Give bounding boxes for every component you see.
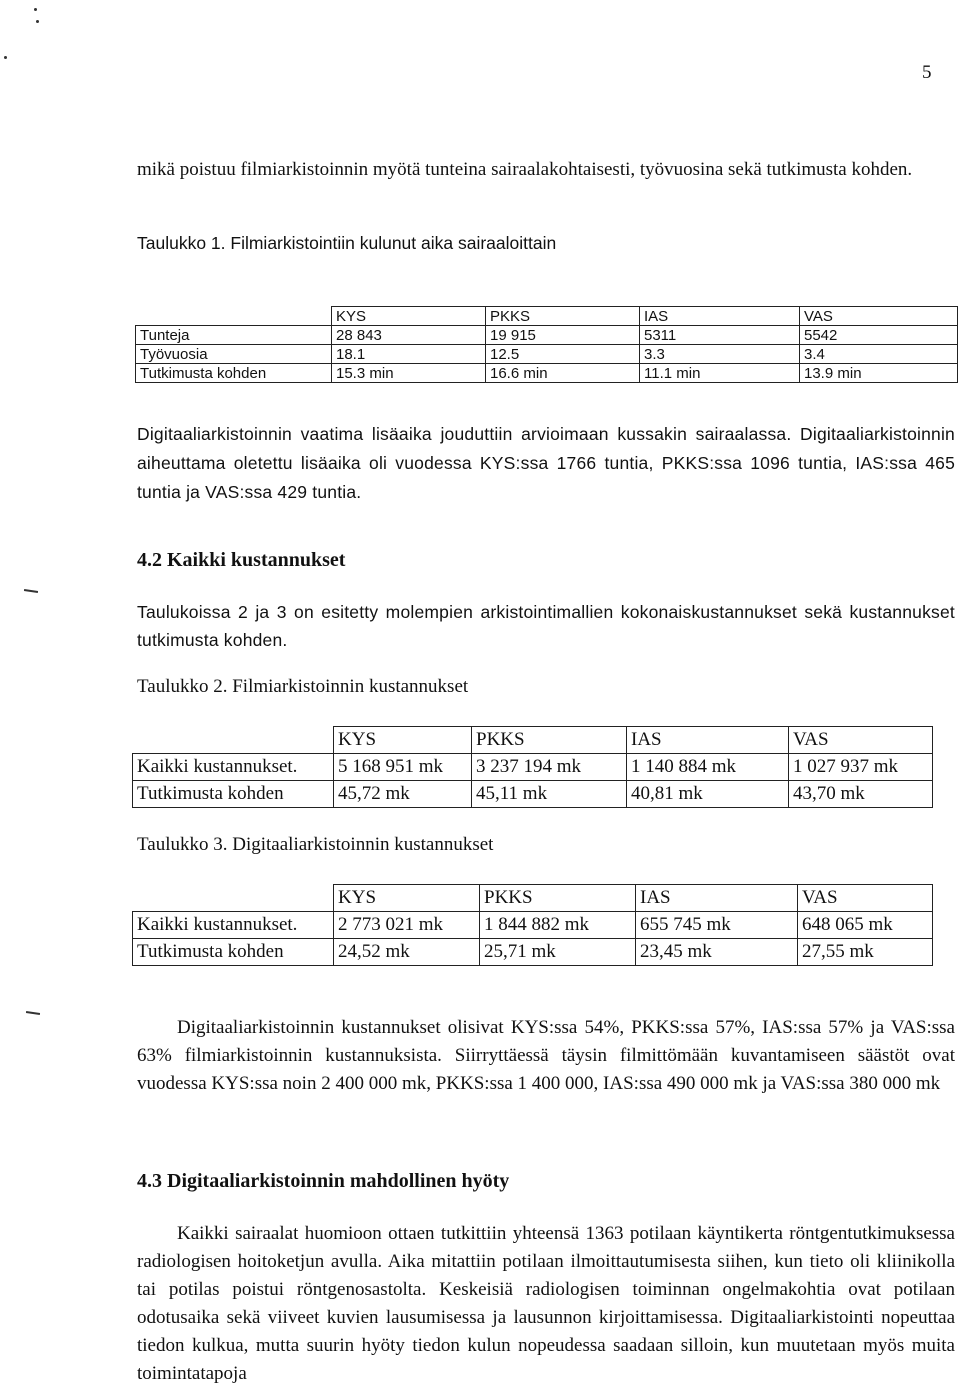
table-row bbox=[136, 364, 958, 383]
table2-cell: 1 140 884 mk bbox=[627, 754, 789, 781]
table2-header-cell bbox=[133, 727, 334, 754]
table1-row-label: Tunteja bbox=[136, 326, 332, 345]
section-4-2-paragraph: Taulukoissa 2 ja 3 on esitetty molempien arkistointimallien kokonaiskustannukset sekä kustannukset tutkimusta kohden. bbox=[137, 602, 955, 650]
section-heading-4-3: 4.3 Digitaaliarkistoinnin mahdollinen hyöty bbox=[137, 1170, 510, 1192]
table1-header-cell bbox=[136, 307, 332, 326]
table1-row-label: Tutkimusta kohden bbox=[136, 364, 332, 383]
table2-caption: Taulukko 2. Filmiarkistoinnin kustannukset bbox=[137, 676, 469, 697]
table2-cell: 40,81 mk bbox=[627, 781, 789, 808]
table2 bbox=[132, 726, 933, 808]
table2-header-cell: PKKS bbox=[472, 727, 627, 754]
table1-cell: 15.3 min bbox=[332, 364, 486, 383]
table3-row-label: Tutkimusta kohden bbox=[133, 939, 334, 966]
scan-mark bbox=[34, 8, 37, 11]
table1-cell: 19 915 bbox=[486, 326, 640, 345]
table3-header-cell bbox=[133, 885, 334, 912]
table3-cell: 25,71 mk bbox=[480, 939, 636, 966]
table3-cell: 24,52 mk bbox=[334, 939, 480, 966]
scan-mark bbox=[24, 589, 38, 593]
scan-mark bbox=[4, 56, 7, 59]
table1-cell: 28 843 bbox=[332, 326, 486, 345]
table-row bbox=[136, 345, 958, 364]
table3-header-cell: IAS bbox=[636, 885, 798, 912]
table3-cell: 23,45 mk bbox=[636, 939, 798, 966]
table3-cell: 27,55 mk bbox=[798, 939, 933, 966]
intro-paragraph: mikä poistuu filmiarkistoinnin myötä tunteina sairaalakohtaisesti, työvuosina sekä tutkimusta kohden. bbox=[137, 159, 913, 180]
scan-mark bbox=[36, 20, 39, 23]
table2-header-cell: KYS bbox=[334, 727, 472, 754]
table2-header-cell: IAS bbox=[627, 727, 789, 754]
table1-header-row bbox=[136, 307, 958, 326]
scan-mark bbox=[26, 1011, 40, 1015]
digital-archive-extra-time-paragraph: Digitaaliarkistoinnin vaatima lisäaika jouduttiin arvioimaan kussakin sairaalassa. Digitaaliarkistoinnin aiheuttama oletettu lisäaika oli vuodessa KYS:ssa 1766 tuntia, PKKS:ssa 1096 tuntia, IAS:ssa 465 tuntia ja VAS:ssa 429 tuntia. bbox=[137, 424, 955, 502]
table1 bbox=[135, 306, 958, 383]
table1-cell: 11.1 min bbox=[640, 364, 800, 383]
table1-cell: 16.6 min bbox=[486, 364, 640, 383]
cost-comparison-paragraph: Digitaaliarkistoinnin kustannukset olisivat KYS:ssa 54%, PKKS:ssa 57%, IAS:ssa 57% ja VAS:ssa 63% filmiarkistoinnin kustannuksista. Siirryttäessä täysin filmittömään kuvantamiseen säästöt ovat vuodessa KYS:ssa noin 2 400 000 mk, PKKS:ssa 1 400 000, IAS:ssa 490 000 mk ja VAS:ssa 380 000 mk bbox=[137, 1017, 955, 1094]
table3-caption: Taulukko 3. Digitaaliarkistoinnin kustannukset bbox=[137, 834, 494, 855]
table1-cell: 12.5 bbox=[486, 345, 640, 364]
table2-cell: 45,11 mk bbox=[472, 781, 627, 808]
table2-cell: 1 027 937 mk bbox=[789, 754, 933, 781]
table2-row-label: Kaikki kustannukset. bbox=[133, 754, 334, 781]
table2-cell: 3 237 194 mk bbox=[472, 754, 627, 781]
table1-cell: 3.3 bbox=[640, 345, 800, 364]
table1-header-cell: KYS bbox=[332, 307, 486, 326]
table1-caption: Taulukko 1. Filmiarkistointiin kulunut aika sairaaloittain bbox=[137, 233, 557, 253]
table1-cell: 5311 bbox=[640, 326, 800, 345]
table3-row-label: Kaikki kustannukset. bbox=[133, 912, 334, 939]
section-heading-4-2: 4.2 Kaikki kustannukset bbox=[137, 549, 346, 571]
table1-cell: 3.4 bbox=[800, 345, 958, 364]
table2-cell: 5 168 951 mk bbox=[334, 754, 472, 781]
table3-cell: 1 844 882 mk bbox=[480, 912, 636, 939]
table1-header-cell: PKKS bbox=[486, 307, 640, 326]
table-row bbox=[133, 939, 933, 966]
table1-cell: 5542 bbox=[800, 326, 958, 345]
table3 bbox=[132, 884, 933, 966]
table2-cell: 45,72 mk bbox=[334, 781, 472, 808]
table3-header-cell: VAS bbox=[798, 885, 933, 912]
table3-header-cell: KYS bbox=[334, 885, 480, 912]
table3-cell: 2 773 021 mk bbox=[334, 912, 480, 939]
table3-cell: 648 065 mk bbox=[798, 912, 933, 939]
table1-cell: 18.1 bbox=[332, 345, 486, 364]
table3-header-cell: PKKS bbox=[480, 885, 636, 912]
table-row bbox=[133, 912, 933, 939]
table1-cell: 13.9 min bbox=[800, 364, 958, 383]
section-4-3-paragraph: Kaikki sairaalat huomioon ottaen tutkittiin yhteensä 1363 potilaan käyntikerta röntgentutkimuksessa radiologisen hoitoketjun avulla. Aika mitattiin potilaan ilmoittautumisesta siihen, kun tieto oli kliinikolla tai potilas poistui röntgenosastolta. Keskeisiä radiologisen toiminnan ongelmakohtia ovat potilaan odotusaika sekä viiveet kuvien lausumisessa ja lausunnon kirjoittamisessa. Digitaaliarkistointi nopeuttaa tiedon kulkua, mutta suurin hyöty tiedon kulun nopeudessa saadaan silloin, kun muutetaan myös muita toimintatapoja bbox=[137, 1223, 955, 1384]
table2-header-row bbox=[133, 727, 933, 754]
table-row bbox=[133, 781, 933, 808]
table2-cell: 43,70 mk bbox=[789, 781, 933, 808]
table3-cell: 655 745 mk bbox=[636, 912, 798, 939]
table1-header-cell: VAS bbox=[800, 307, 958, 326]
table1-header-cell: IAS bbox=[640, 307, 800, 326]
table2-row-label: Tutkimusta kohden bbox=[133, 781, 334, 808]
table1-row-label: Työvuosia bbox=[136, 345, 332, 364]
table-row bbox=[133, 754, 933, 781]
table3-header-row bbox=[133, 885, 933, 912]
table2-header-cell: VAS bbox=[789, 727, 933, 754]
page-number: 5 bbox=[922, 62, 932, 83]
table-row bbox=[136, 326, 958, 345]
